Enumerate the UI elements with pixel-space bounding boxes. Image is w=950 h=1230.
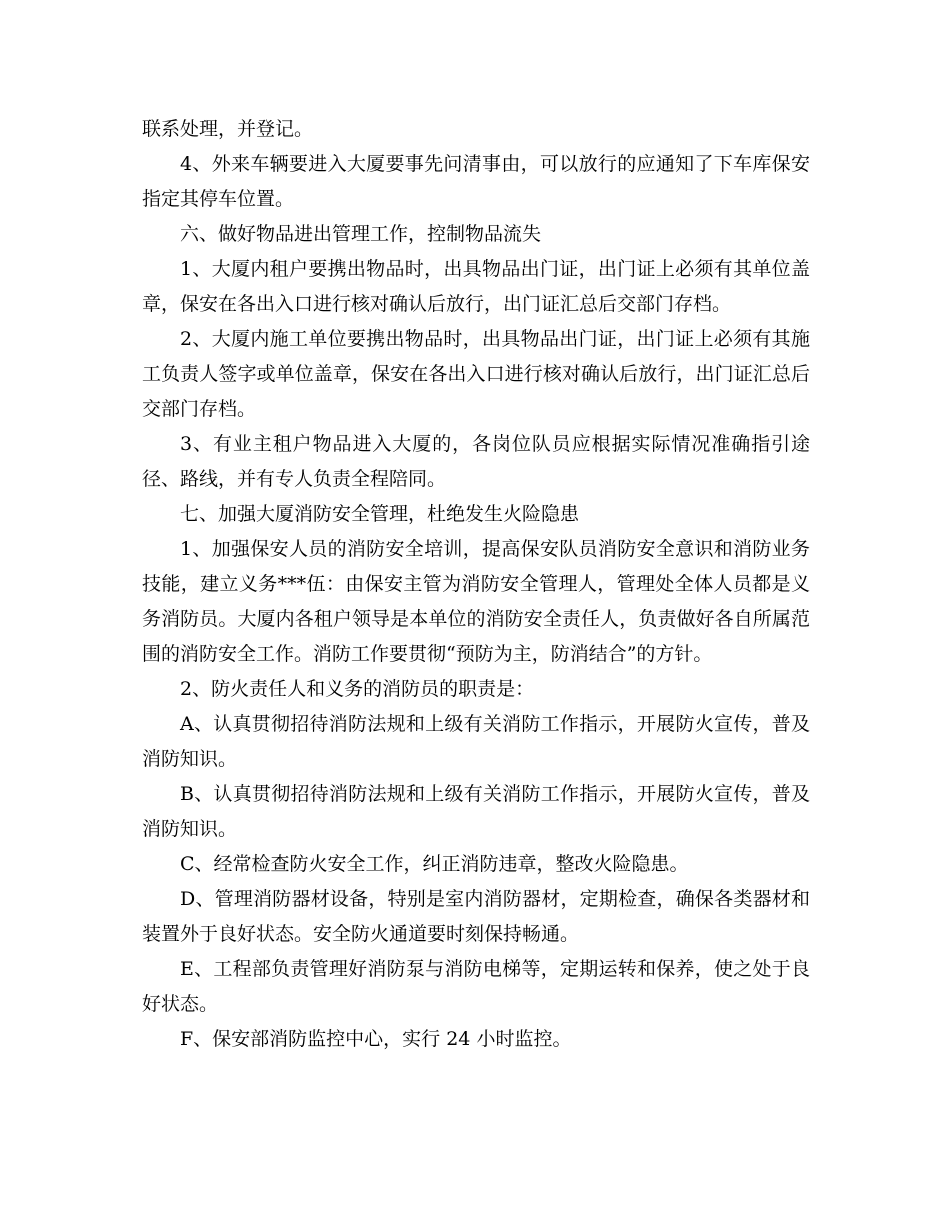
- list-item: A、认真贯彻招待消防法规和上级有关消防工作指示，开展防火宣传，普及消防知识。: [142, 713, 810, 770]
- paragraph: 1、加强保安人员的消防安全培训，提高保安队员消防安全意识和消防业务技能，建立义务***伍：由保安主管为消防安全管理人，管理处全体人员都是义务消防员。大厦内各租户领导是本单位的消防安全责任人，负责做好各自所属范围的消防安全工作。消防工作要贯彻“预防为主，防消结合”的方针。: [142, 538, 810, 665]
- paragraph: 2、防火责任人和义务的消防员的职责是：: [180, 678, 535, 700]
- paragraph: 4、外来车辆要进入大厦要事先问清事由，可以放行的应通知了下车库保安指定其停车位置。: [142, 153, 810, 210]
- list-item: B、认真贯彻招待消防法规和上级有关消防工作指示，开展防火宣传，普及消防知识。: [142, 783, 810, 840]
- paragraph: 3、有业主租户物品进入大厦的，各岗位队员应根据实际情况准确指引途径、路线，并有专人负责全程陪同。: [142, 433, 810, 490]
- section-heading: 六、做好物品进出管理工作，控制物品流失: [180, 223, 542, 245]
- paragraph: 联系处理，并登记。: [142, 118, 314, 140]
- list-item: D、管理消防器材设备，特别是室内消防器材，定期检查，确保各类器材和装置外于良好状态。安全防火通道要时刻保持畅通。: [142, 888, 810, 945]
- paragraph: 1、大厦内租户要携出物品时，出具物品出门证，出门证上必须有其单位盖章，保安在各出入口进行核对确认后放行，出门证汇总后交部门存档。: [142, 258, 810, 315]
- list-item: E、工程部负责管理好消防泵与消防电梯等，定期运转和保养，使之处于良好状态。: [142, 958, 810, 1015]
- list-item: F、保安部消防监控中心，实行 24 小时监控。: [180, 1028, 572, 1050]
- list-item: C、经常检查防火安全工作，纠正消防违章，整改火险隐患。: [180, 853, 689, 875]
- paragraph: 2、大厦内施工单位要携出物品时，出具物品出门证，出门证上必须有其施工负责人签字或单位盖章，保安在各出入口进行核对确认后放行，出门证汇总后交部门存档。: [142, 328, 810, 420]
- section-heading: 七、加强大厦消防安全管理，杜绝发生火险隐患: [180, 503, 580, 525]
- body-text: [142, 112, 810, 1057]
